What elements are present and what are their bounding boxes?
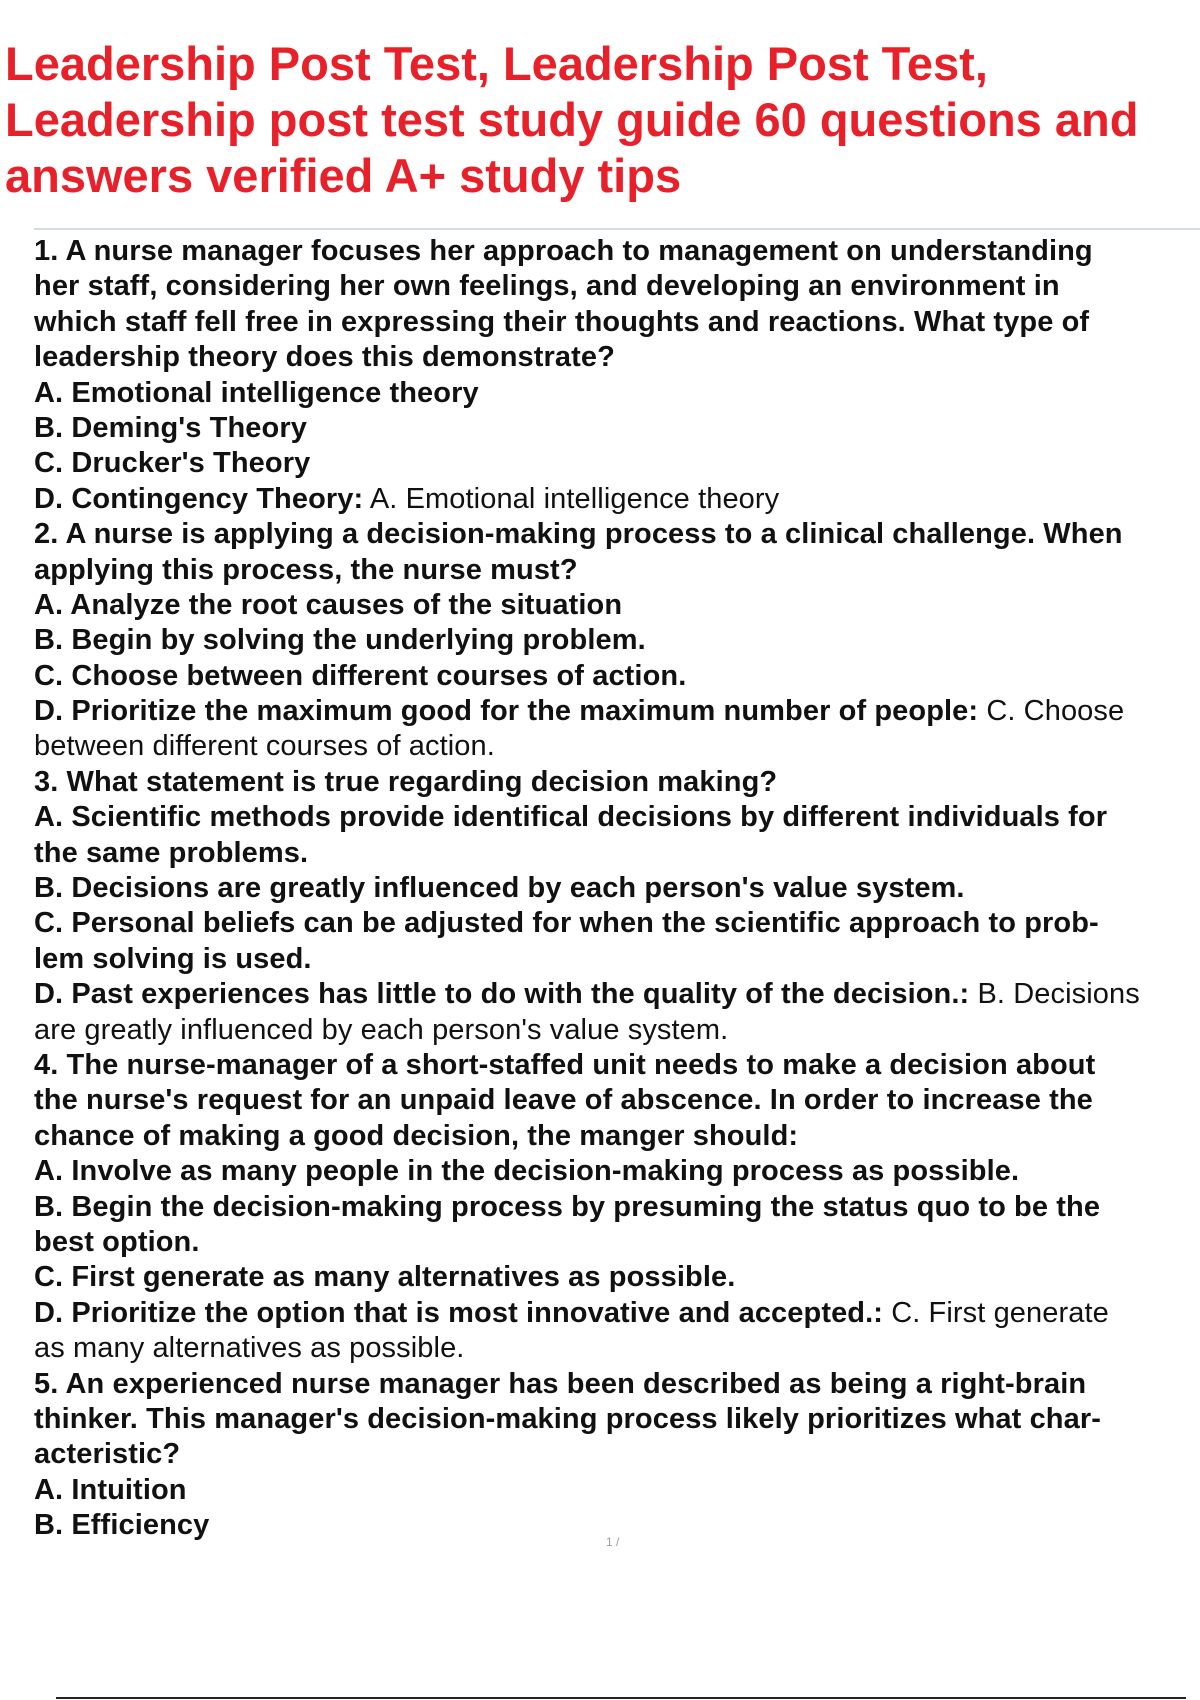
question-text: the nurse's request for an unpaid leave of abscence. In order to increase the [34,1084,1093,1117]
option-text: A. Scientific methods provide identifical decisions by different individuals for [34,801,1108,834]
option-text: A. Analyze the root causes of the situation [34,588,623,621]
answer-line [34,1296,1200,1331]
option-text: D. Prioritize the maximum good for the maximum number of people: [34,695,979,728]
option-text: D. Contingency Theory: [34,482,364,515]
document-title [5,36,1195,204]
option-text: C. First generate as many alternatives as possible. [34,1261,736,1294]
question-text: 5. An experienced nurse manager has been described as being a right-brain [34,1367,1087,1400]
answer-text: A. Emotional intelligence theory [363,482,780,515]
footer-divider [56,1697,1186,1699]
option-text: B. Begin by solving the underlying problem. [34,624,646,657]
question-text: applying this process, the nurse must? [34,553,578,586]
title-line: Leadership Post Test, Leadership Post Test, [5,37,988,90]
answer-line [34,482,1200,517]
option-text: A. Emotional intelligence theory [34,376,479,409]
title-line: answers verified A+ study tips [5,149,682,202]
question-text: her staff, considering her own feelings, and developing an environment in [34,270,1060,303]
option-text: lem solving is used. [34,942,312,975]
option-text: the same problems. [34,836,309,869]
question-text: 3. What statement is true regarding decision making? [34,765,778,798]
question-list [34,234,1200,1543]
option-text: D. Past experiences has little to do with the quality of the decision.: [34,978,970,1011]
option-text: C. Choose between different courses of action. [34,659,687,692]
question-text: which staff fell free in expressing their thoughts and reactions. What type of [34,305,1090,338]
answer-line [34,977,1200,1012]
answer-line [34,694,1200,729]
option-text: A. Involve as many people in the decision-making process as possible. [34,1155,1020,1188]
option-text: C. Drucker's Theory [34,447,311,480]
question-text: leadership theory does this demonstrate? [34,341,615,374]
option-text: best option. [34,1225,200,1258]
question-text: 2. A nurse is applying a decision-making process to a clinical challenge. When [34,518,1123,551]
option-text: B. Efficiency [34,1509,210,1542]
question-text: 4. The nurse-manager of a short-staffed unit needs to make a decision about [34,1048,1096,1081]
option-text: C. Personal beliefs can be adjusted for when the scientific approach to prob- [34,907,1099,940]
option-text: A. Intuition [34,1473,187,1506]
answer-text: are greatly influenced by each person's value system. [34,1013,729,1046]
title-line: Leadership post test study guide 60 questions and [5,93,1139,146]
option-text: B. Deming's Theory [34,411,307,444]
answer-text: B. Decisions [969,978,1140,1011]
answer-text: C. Choose [978,695,1125,728]
option-text: D. Prioritize the option that is most innovative and accepted.: [34,1296,884,1329]
page-number: 1 / [606,1535,620,1549]
title-divider [34,228,1200,230]
question-text: acteristic? [34,1438,181,1471]
answer-text: between different courses of action. [34,730,495,763]
answer-text: C. First generate [883,1296,1109,1329]
answer-text: as many alternatives as possible. [34,1332,465,1365]
option-text: B. Begin the decision-making process by presuming the status quo to be the [34,1190,1101,1223]
question-text: chance of making a good decision, the manger should: [34,1119,799,1152]
question-text: 1. A nurse manager focuses her approach to management on understanding [34,235,1093,267]
question-text: thinker. This manager's decision-making process likely prioritizes what char- [34,1402,1101,1435]
option-text: B. Decisions are greatly influenced by each person's value system. [34,872,965,905]
